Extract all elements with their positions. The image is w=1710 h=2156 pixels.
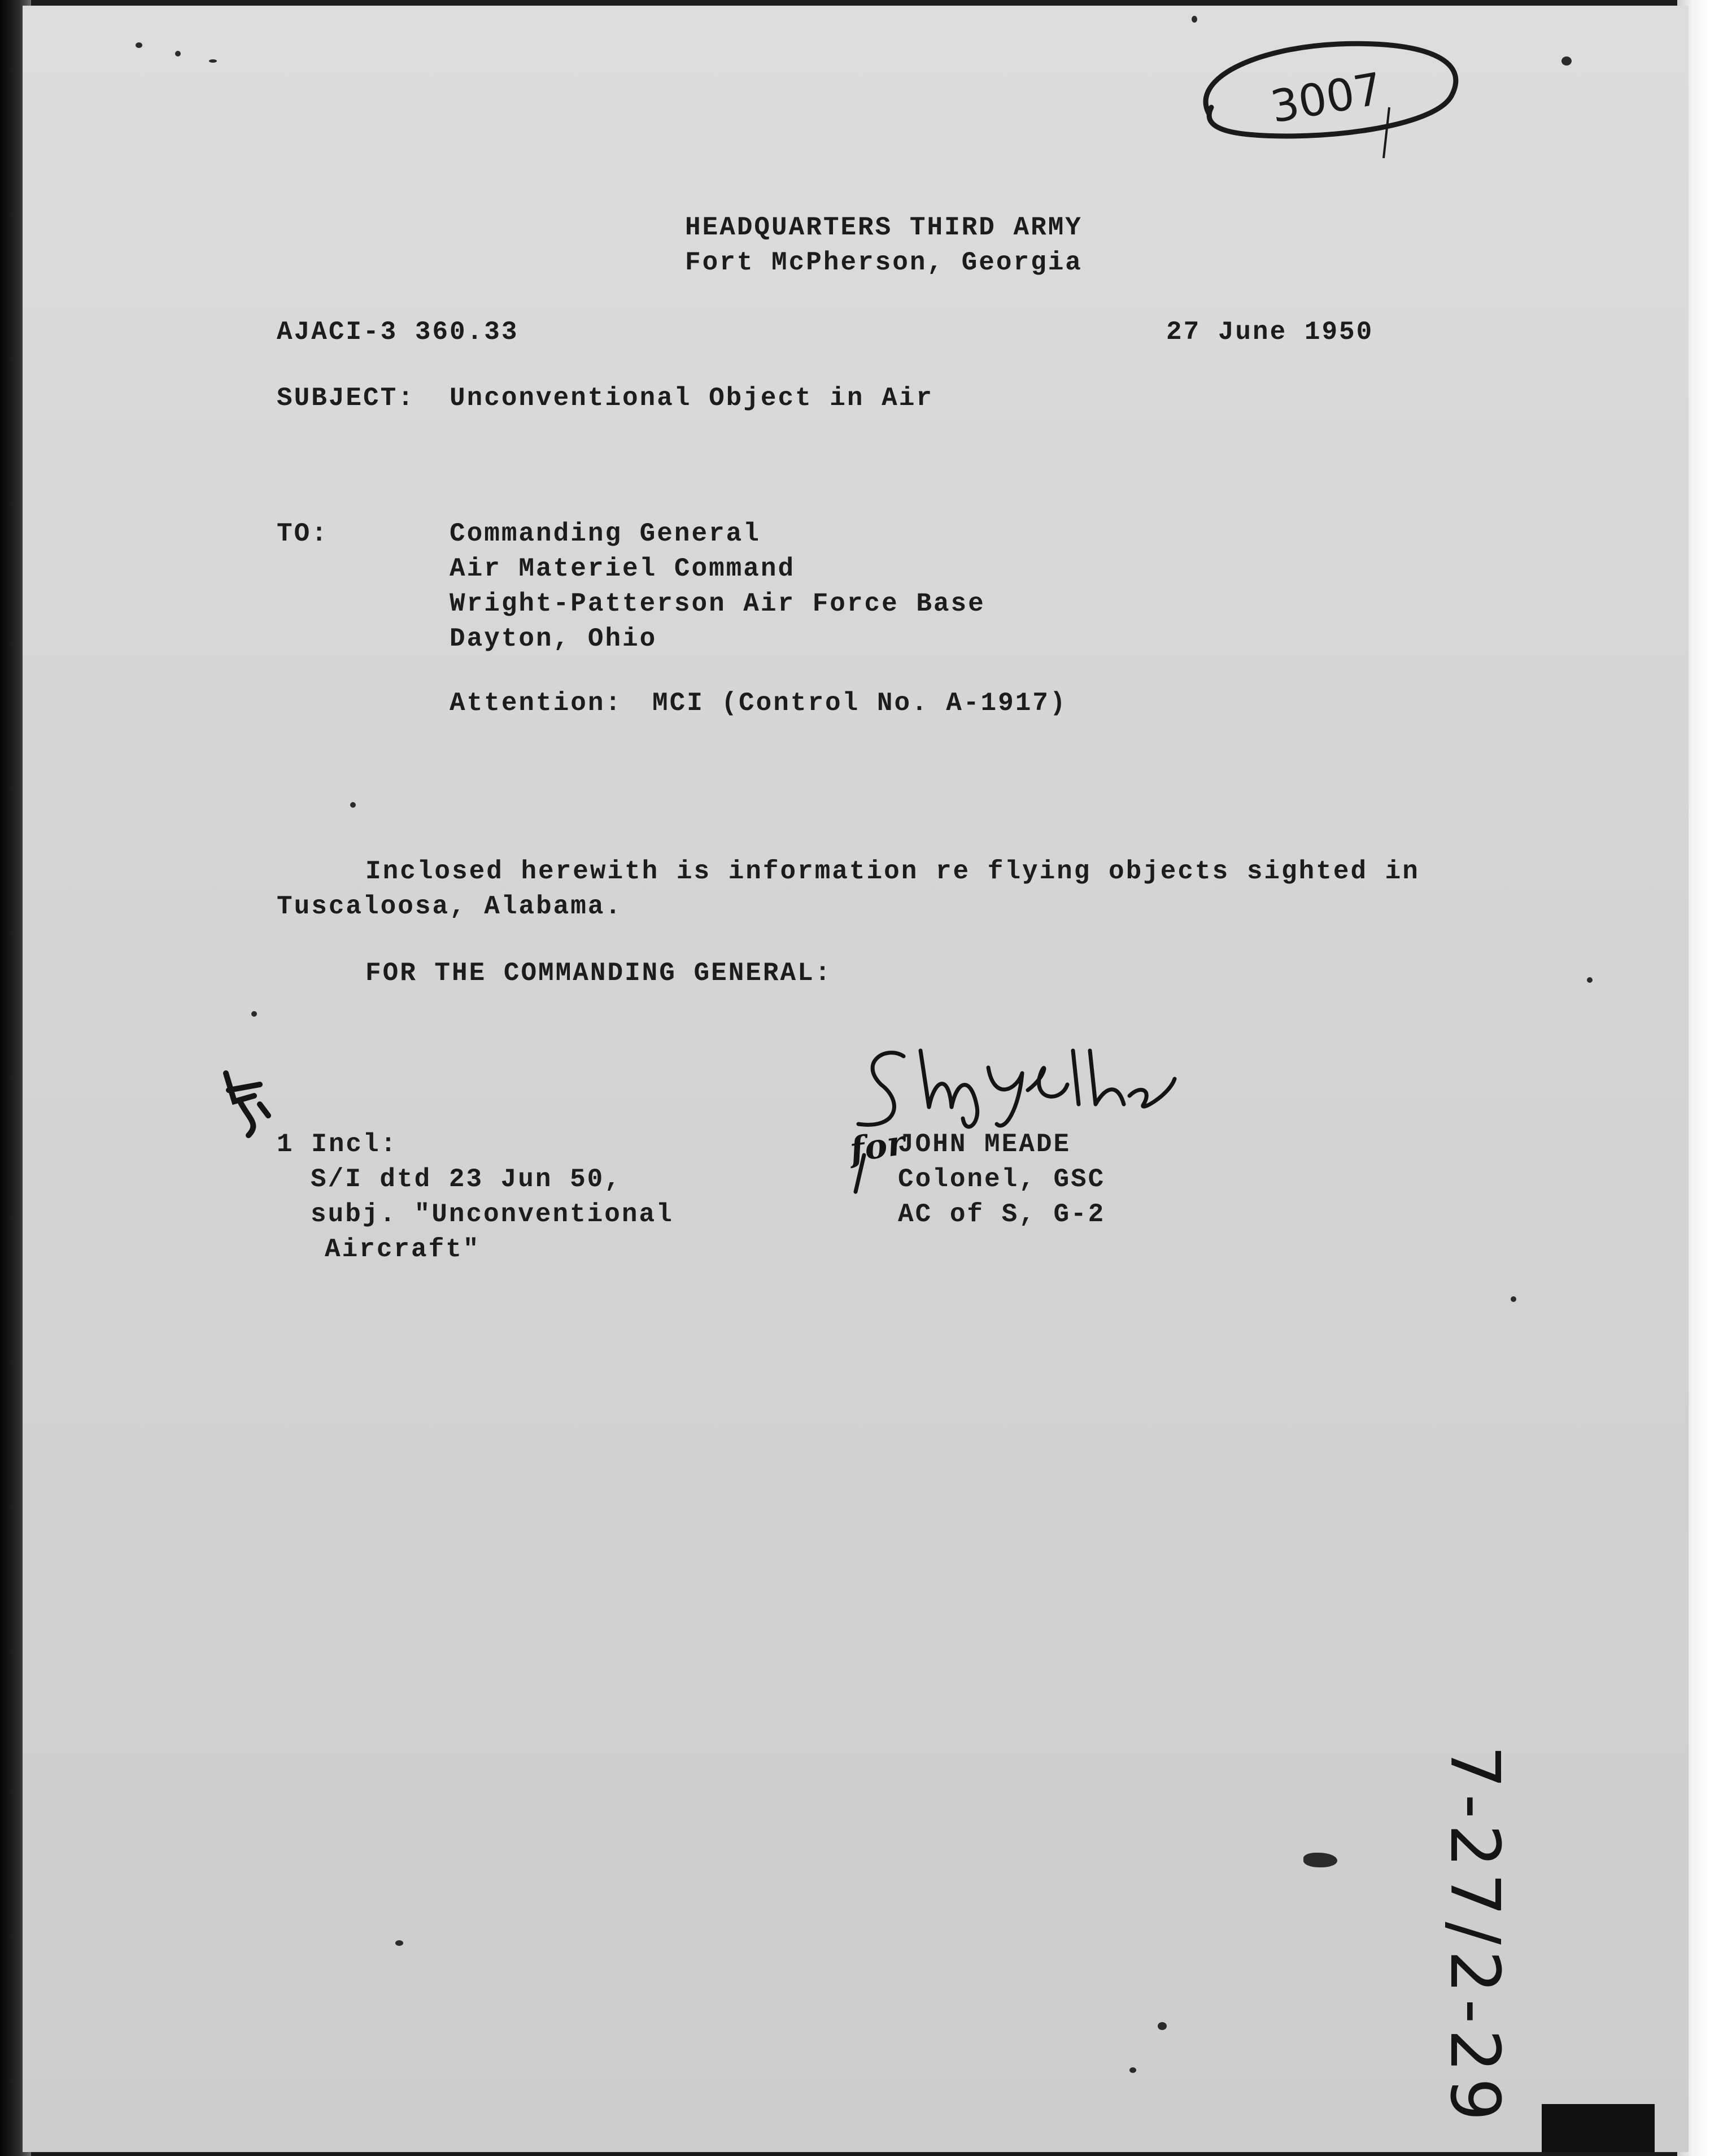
scan-corner-block [1542,2104,1655,2152]
scan-speck [395,1940,403,1946]
letter-date: 27 June 1950 [1166,317,1374,347]
address-line-4: Dayton, Ohio [450,624,657,654]
scan-speck [1129,2067,1136,2073]
handwritten-initial-mark [215,1062,277,1147]
to-label: TO: [277,519,329,548]
margin-handwritten-number: 7-27/2-29 [1435,1745,1513,2127]
scan-speck [1511,1296,1516,1302]
file-reference: AJACI-3 360.33 [277,317,519,347]
scan-speck [251,1011,257,1017]
letterhead-line-1: HEADQUARTERS THIRD ARMY [685,213,1083,242]
signer-name: JOHN MEADE [898,1130,1071,1159]
document-page [23,6,1689,2152]
subject-label: SUBJECT: [277,384,415,413]
inclosure-line-4: Aircraft" [325,1235,481,1264]
scan-speck [350,802,356,808]
letterhead-line-2: Fort McPherson, Georgia [685,248,1083,277]
inclosure-count: 1 Incl: [277,1130,398,1159]
scan-speck [209,59,217,63]
scan-speck [1561,56,1572,66]
scan-speck [175,51,181,56]
subject-text: Unconventional Object in Air [450,384,933,413]
for-mark-stroke [847,1152,870,1197]
attention-label: Attention: [450,689,623,718]
inclosure-line-2: S/I dtd 23 Jun 50, [311,1165,622,1194]
for-mark: for [847,1123,908,1170]
scan-speck [1158,2022,1167,2030]
closing-line: FOR THE COMMANDING GENERAL: [365,959,832,988]
scan-speck [1303,1853,1337,1867]
body-line-1: Inclosed herewith is information re flying objects sighted in [365,857,1420,886]
scan-speck [1587,977,1593,983]
attention-text: MCI (Control No. A-1917) [652,689,1067,718]
scan-speck [1192,16,1197,23]
address-line-1: Commanding General [450,519,761,548]
signer-rank: Colonel, GSC [898,1165,1106,1194]
address-line-3: Wright-Patterson Air Force Base [450,589,985,619]
address-line-2: Air Materiel Command [450,554,796,583]
circled-file-number [1186,28,1480,158]
scan-speck [136,42,142,48]
signer-title: AC of S, G-2 [898,1200,1106,1229]
inclosure-line-3: subj. "Unconventional [311,1200,674,1229]
body-line-2: Tuscaloosa, Alabama. [277,892,623,921]
circled-number-text: 3007 [1267,63,1386,133]
